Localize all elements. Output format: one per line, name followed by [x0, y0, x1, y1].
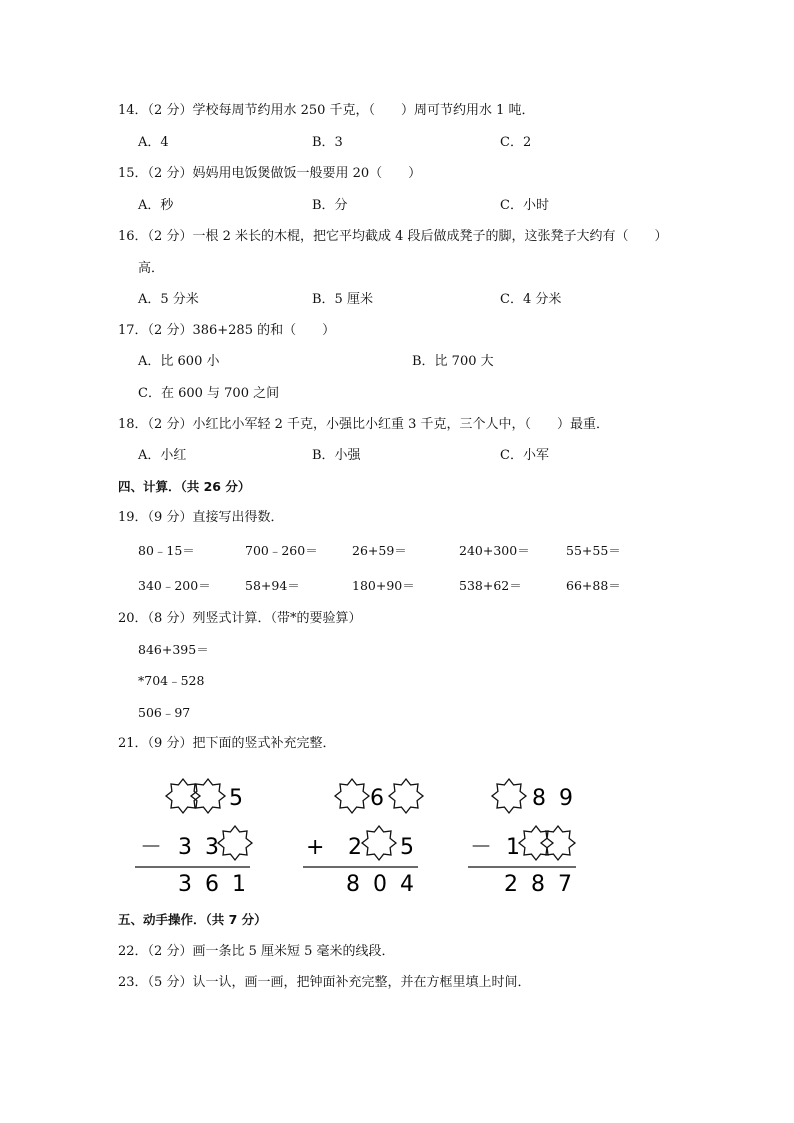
- option-17c: C．在 600 与 700 之间: [138, 386, 280, 401]
- option-16a: A．5 分米: [138, 292, 199, 307]
- blank-star-icon: [492, 779, 526, 813]
- blank-star-icon: [166, 779, 200, 813]
- option-14b: B．3: [312, 135, 343, 150]
- puzzle-1-result: 3 6 1: [178, 872, 249, 897]
- puzzle-3: [468, 779, 576, 897]
- option-15c: C．小时: [500, 198, 549, 213]
- puzzle-3-middle-digit: 1: [506, 835, 520, 860]
- question-15: 15．（2 分）妈妈用电饭煲做饭一般要用 20（ ）: [118, 166, 422, 181]
- puzzle-2-top-digit: 6: [370, 786, 384, 811]
- option-18c: C．小军: [500, 448, 549, 463]
- option-14a: A．4: [138, 135, 169, 150]
- blank-star-icon: [389, 779, 423, 813]
- question-17: 17．（2 分）386+285 的和（ ）: [118, 323, 336, 338]
- calc-item: 80﹣15＝: [138, 543, 195, 558]
- puzzle-2-middle-digit-1: 2: [348, 835, 362, 860]
- question-14: 14．（2 分）学校每周节约用水 250 千克，（ ）周可节约用水 1 吨．: [118, 103, 535, 118]
- question-19: 19．（9 分）直接写出得数．: [118, 510, 284, 525]
- puzzle-2: [303, 779, 423, 897]
- blank-star-icon: [218, 826, 252, 860]
- question-18: 18．（2 分）小红比小军轻 2 千克，小强比小红重 3 千克，三个人中，（ ）最重．: [118, 417, 610, 432]
- option-18b: B．小强: [312, 448, 361, 463]
- option-14c: C．2: [500, 135, 532, 150]
- blank-star-icon: [541, 826, 575, 860]
- option-16b: B．5 厘米: [312, 292, 373, 307]
- question-16-continued: 高．: [138, 261, 165, 276]
- question-16: 16．（2 分）一根 2 米长的木棍，把它平均截成 4 段后做成凳子的脚，这张凳子大约有（ ）: [118, 229, 668, 244]
- calc-item: 66+88＝: [566, 578, 621, 593]
- calc-item: 55+55＝: [566, 543, 621, 558]
- calc-item: 180+90＝: [352, 578, 415, 593]
- option-16c: C．4 分米: [500, 292, 562, 307]
- puzzle-3-top-digits: 8 9: [532, 786, 576, 811]
- section-4-heading: 四、计算．（共 26 分）: [118, 479, 251, 494]
- puzzle-3-result: 2 8 7: [504, 872, 575, 897]
- option-17a: A．比 600 小: [138, 354, 220, 369]
- calc-item: 240+300＝: [459, 543, 530, 558]
- puzzle-2-middle-digit-2: 5: [400, 835, 414, 860]
- vertical-calc-item: 846+395＝: [138, 642, 209, 657]
- option-18a: A．小红: [138, 448, 187, 463]
- option-17b: B．比 700 大: [412, 354, 494, 369]
- minus-sign: －: [140, 835, 163, 860]
- calc-item: 26+59＝: [352, 543, 407, 558]
- calc-item: 538+62＝: [459, 578, 522, 593]
- calc-item: 58+94＝: [245, 578, 300, 593]
- vertical-puzzle-figure: [130, 768, 600, 904]
- question-21: 21．（9 分）把下面的竖式补充完整．: [118, 736, 336, 751]
- calc-item: 700﹣260＝: [245, 543, 318, 558]
- puzzle-2-result: 8 0 4: [346, 872, 417, 897]
- calc-item: 340﹣200＝: [138, 578, 211, 593]
- question-22: 22．（2 分）画一条比 5 厘米短 5 毫米的线段．: [118, 944, 395, 959]
- vertical-calc-item: 506﹣97: [138, 705, 191, 720]
- option-15a: A．秒: [138, 198, 174, 213]
- question-20: 20．（8 分）列竖式计算．（带*的要验算）: [118, 611, 362, 626]
- blank-star-icon: [362, 826, 396, 860]
- section-5-heading: 五、动手操作．（共 7 分）: [118, 912, 267, 927]
- puzzle-1-middle-digits: 3 3: [178, 835, 222, 860]
- option-15b: B．分: [312, 198, 348, 213]
- puzzle-1-top-digit: 5: [229, 786, 243, 811]
- blank-star-icon: [335, 779, 369, 813]
- puzzle-1: [135, 779, 252, 897]
- minus-sign: －: [470, 835, 493, 860]
- question-23: 23．（5 分）认一认，画一画，把钟面补充完整，并在方框里填上时间．: [118, 975, 531, 990]
- plus-sign: +: [306, 835, 325, 860]
- vertical-calc-item: *704﹣528: [138, 673, 205, 688]
- blank-star-icon: [191, 779, 225, 813]
